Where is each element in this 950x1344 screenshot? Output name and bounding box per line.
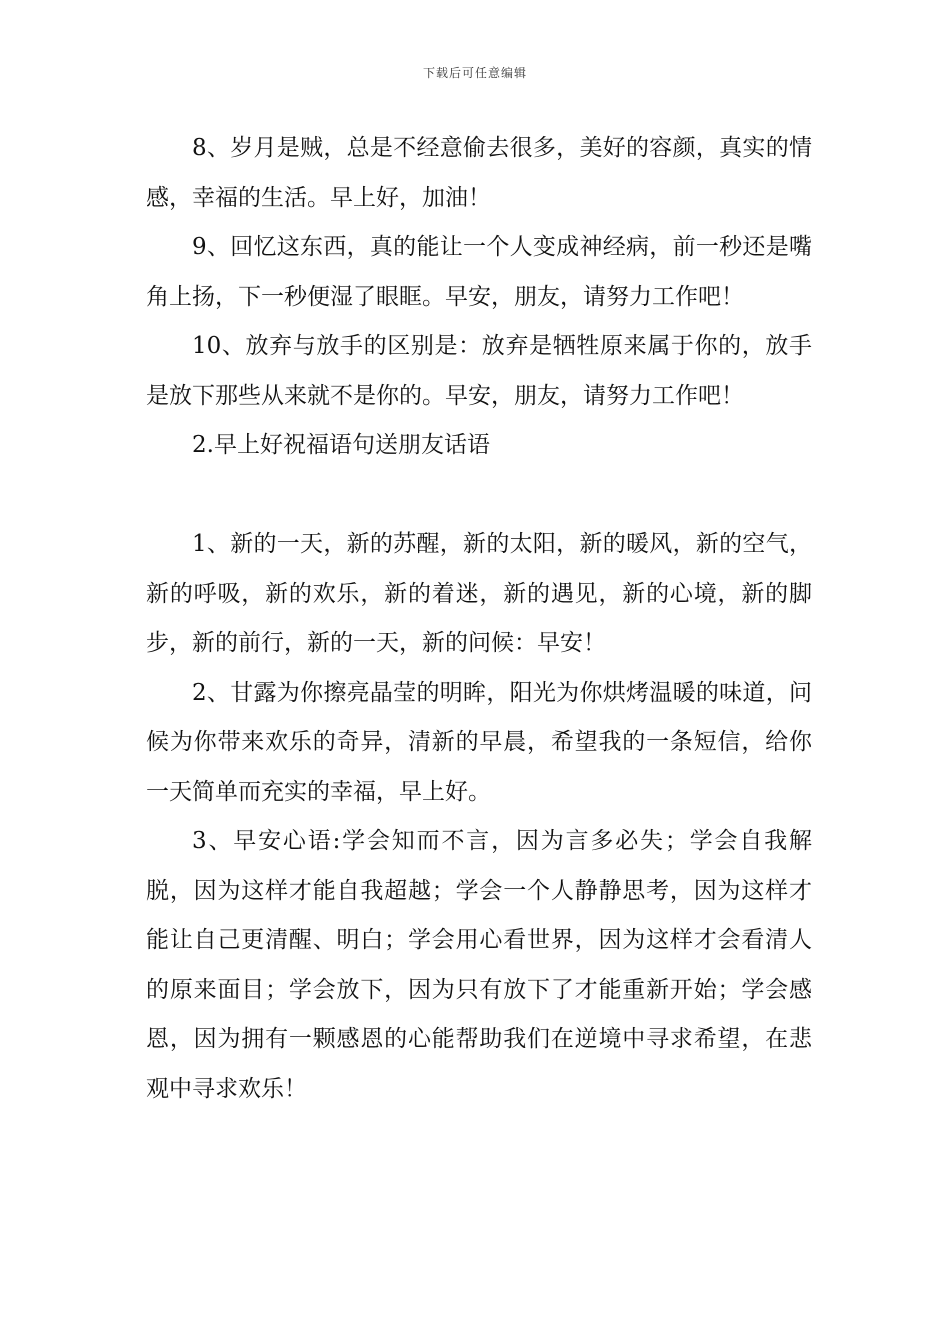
paragraph-item-10: 10、放弃与放手的区别是：放弃是牺牲原来属于你的，放手是放下那些从来就不是你的。早安，朋友，请努力工作吧！ bbox=[146, 333, 812, 409]
paragraph-item-9: 9、回忆这东西，真的能让一个人变成神经病，前一秒还是嘴角上扬，下一秒便湿了眼眶。早安，朋友，请努力工作吧！ bbox=[146, 234, 812, 310]
section-spacer bbox=[146, 471, 812, 521]
page-header: 下载后可任意编辑 bbox=[422, 66, 527, 80]
document-body bbox=[146, 124, 812, 1114]
section-heading: 2.早上好祝福语句送朋友话语 bbox=[192, 432, 490, 458]
paragraph-item-8: 8、岁月是贼，总是不经意偷去很多，美好的容颜，真实的情感，幸福的生活。早上好，加油！ bbox=[146, 135, 812, 211]
paragraph-item-2: 2、甘露为你擦亮晶莹的明眸，阳光为你烘烤温暖的味道，问候为你带来欢乐的奇异，清新的早晨，希望我的一条短信，给你一天简单而充实的幸福，早上好。 bbox=[146, 679, 812, 805]
paragraph-item-1: 1、新的一天，新的苏醒，新的太阳，新的暖风，新的空气，新的呼吸，新的欢乐，新的着迷，新的遇见，新的心境，新的脚步，新的前行，新的一天，新的问候：早安！ bbox=[146, 531, 812, 656]
paragraph-item-3: 3、早安心语:学会知而不言，因为言多必失；学会自我解脱，因为这样才能自我超越；学会一个人静静思考，因为这样才能让自己更清醒、明白；学会用心看世界，因为这样才会看清人的原来面目；学会放下，因为只有放下了才能重新开始；学会感恩，因为拥有一颗感恩的心能帮助我们在逆境中寻求希望，在悲观中寻求欢乐！ bbox=[146, 828, 812, 1102]
